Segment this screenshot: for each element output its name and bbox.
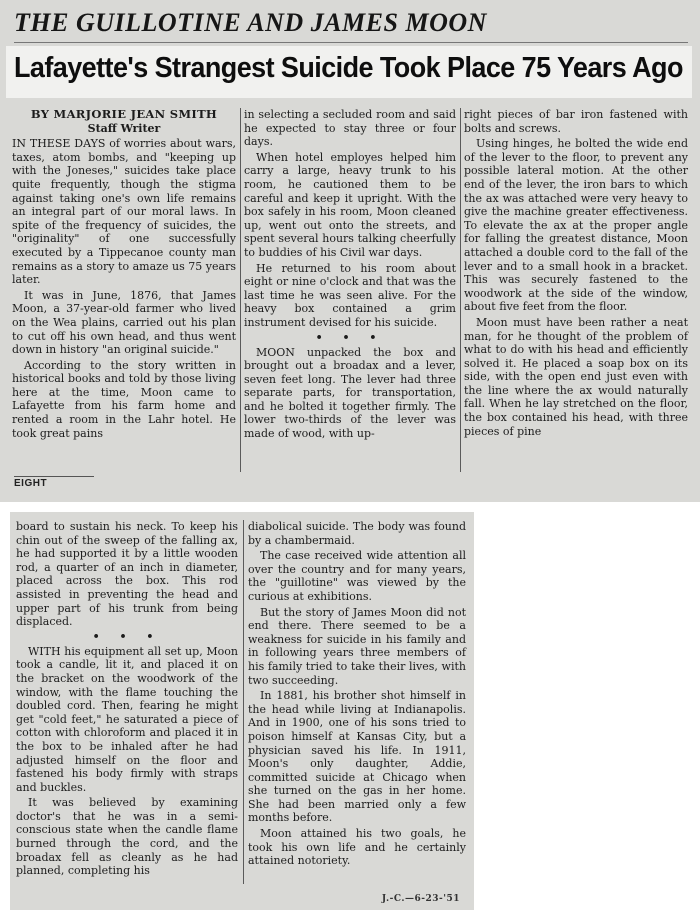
dateline: J.-C.—6-23-'51	[381, 894, 460, 904]
paragraph: According to the story written in historical books and told by those living here at the time, Moon came to Lafayette from his farm home and rented a room in the Lahr hotel. He took great pains	[12, 358, 236, 440]
paragraph: IN THESE DAYS of worries about wars, taxes, atom bombs, and "keeping up with the Joneses," suicides take place quite frequently, though the stigma against taking one's own life remains an integral part of our moral laws. In spite of the frequency of suicides, the "originality" of one successfully executed by a Tippecanoe county man remains as a story to amaze us 75 years later.	[12, 137, 236, 287]
page-label: EIGHT	[14, 478, 48, 489]
article-column-3	[464, 108, 688, 440]
paragraph: Moon must have been rather a neat man, for he thought of the problem of what to do with his head and efficiently solved it. He placed a soap box on its side, with the open end just even with the line where the ax would naturally fall. When he lay stretched on the floor, the box contained his head, with three pieces of pine	[464, 315, 688, 438]
clipping-bottom	[10, 512, 474, 910]
paragraph: right pieces of bar iron fastened with bolts and screws.	[464, 108, 688, 135]
paragraph: Using hinges, he bolted the wide end of the lever to the floor, to prevent any possible lateral motion. At the other end of the lever, the iron bars to which the ax was attached were very heavy to give the machine greater effectiveness. To elevate the ax at the proper angle for falling the greatest distance, Moon attached a double cord to the fall of the lever and to a small hook in a bracket. This was securely fastened to the woodwork at the side of the window, about five feet from the floor.	[464, 137, 688, 314]
paragraph: The case received wide attention all over the country and for many years, the "guillotine" was viewed by the curious at exhibitions.	[248, 549, 466, 603]
paragraph: It was in June, 1876, that James Moon, a 37-year-old farmer who lived on the Wea plains, carried out his plan to cut off his own head, and thus went down in history "an original suicide."	[12, 288, 236, 357]
byline-title: Staff Writer	[87, 121, 161, 135]
paragraph: diabolical suicide. The body was found by a chambermaid.	[248, 520, 466, 547]
column-rule	[460, 108, 461, 472]
paragraph: In 1881, his brother shot himself in the head while living at Indianapolis. And in 1900, one of his sons tried to poison himself at Kansas City, but a physician saved his life. In 1911, Moon's only daughter, Addie, committed suicide at Chicago when she turned on the gas in her home. She had been married only a few months before.	[248, 689, 466, 825]
kicker-rule	[14, 42, 688, 43]
paragraph: board to sustain his neck. To keep his chin out of the sweep of the falling ax, he had supported it by a little wooden rod, a quarter of an inch in diameter, placed across the box. This rod assisted in preventing the head and upper part of his trunk from being displaced.	[16, 520, 238, 629]
paragraph: in selecting a secluded room and said he expected to stay three or four days.	[244, 108, 456, 149]
paragraph: But the story of James Moon did not end there. There seemed to be a weakness for suicide in his family and in following years three members of his family tried to take their lives, with two succeeding.	[248, 605, 466, 687]
article-column-2	[244, 108, 456, 443]
headline: Lafayette's Strangest Suicide Took Place 75 Years Ago	[14, 52, 683, 84]
paragraph: When hotel employes helped him carry a large, heavy trunk to his room, he cautioned them to be careful and keep it upright. With the box safely in his room, Moon cleaned up, went out onto the streets, and spent several hours talking cheerfully to buddies of his Civil war days.	[244, 150, 456, 259]
paragraph: Moon attained his two goals, he took his own life and he certainly attained notoriety.	[248, 827, 466, 868]
article-column-1	[12, 108, 236, 442]
paragraph: WITH his equipment all set up, Moon took a candle, lit it, and placed it on the bracket on the woodwork of the window, with the flame touching the doubled cord. Then, fearing he might get "cold feet," he saturated a piece of cotton with chloroform and placed it in the box to be inhaled after he had adjusted himself on the floor and fastened his body firmly with straps and buckles.	[16, 644, 238, 794]
paragraph: It was believed by examining doctor's that he was in a semi-conscious state when the candle flame burned through the cord, and the broadax fell as cleanly as he had planned, completing his	[16, 796, 238, 878]
byline: BY MARJORIE JEAN SMITH	[30, 107, 218, 121]
paragraph: MOON unpacked the box and brought out a broadax and a lever, seven feet long. The lever had three separate parts, for transportation, and he bolted it together firmly. The lower two-thirds of the lever was made of wood, with up-	[244, 345, 456, 441]
section-separator: • • •	[92, 629, 162, 643]
section-separator: • • •	[315, 330, 385, 344]
column-rule	[240, 108, 241, 472]
article-column-4	[16, 520, 238, 880]
page-label-rule	[14, 476, 94, 477]
paragraph: He returned to his room about eight or nine o'clock and that was the last time he was seen alive. For the heavy box contained a grim instrument devised for his suicide.	[244, 261, 456, 329]
kicker-title: THE GUILLOTINE AND JAMES MOON	[14, 8, 487, 37]
column-rule	[243, 520, 244, 884]
article-column-5	[248, 520, 466, 870]
